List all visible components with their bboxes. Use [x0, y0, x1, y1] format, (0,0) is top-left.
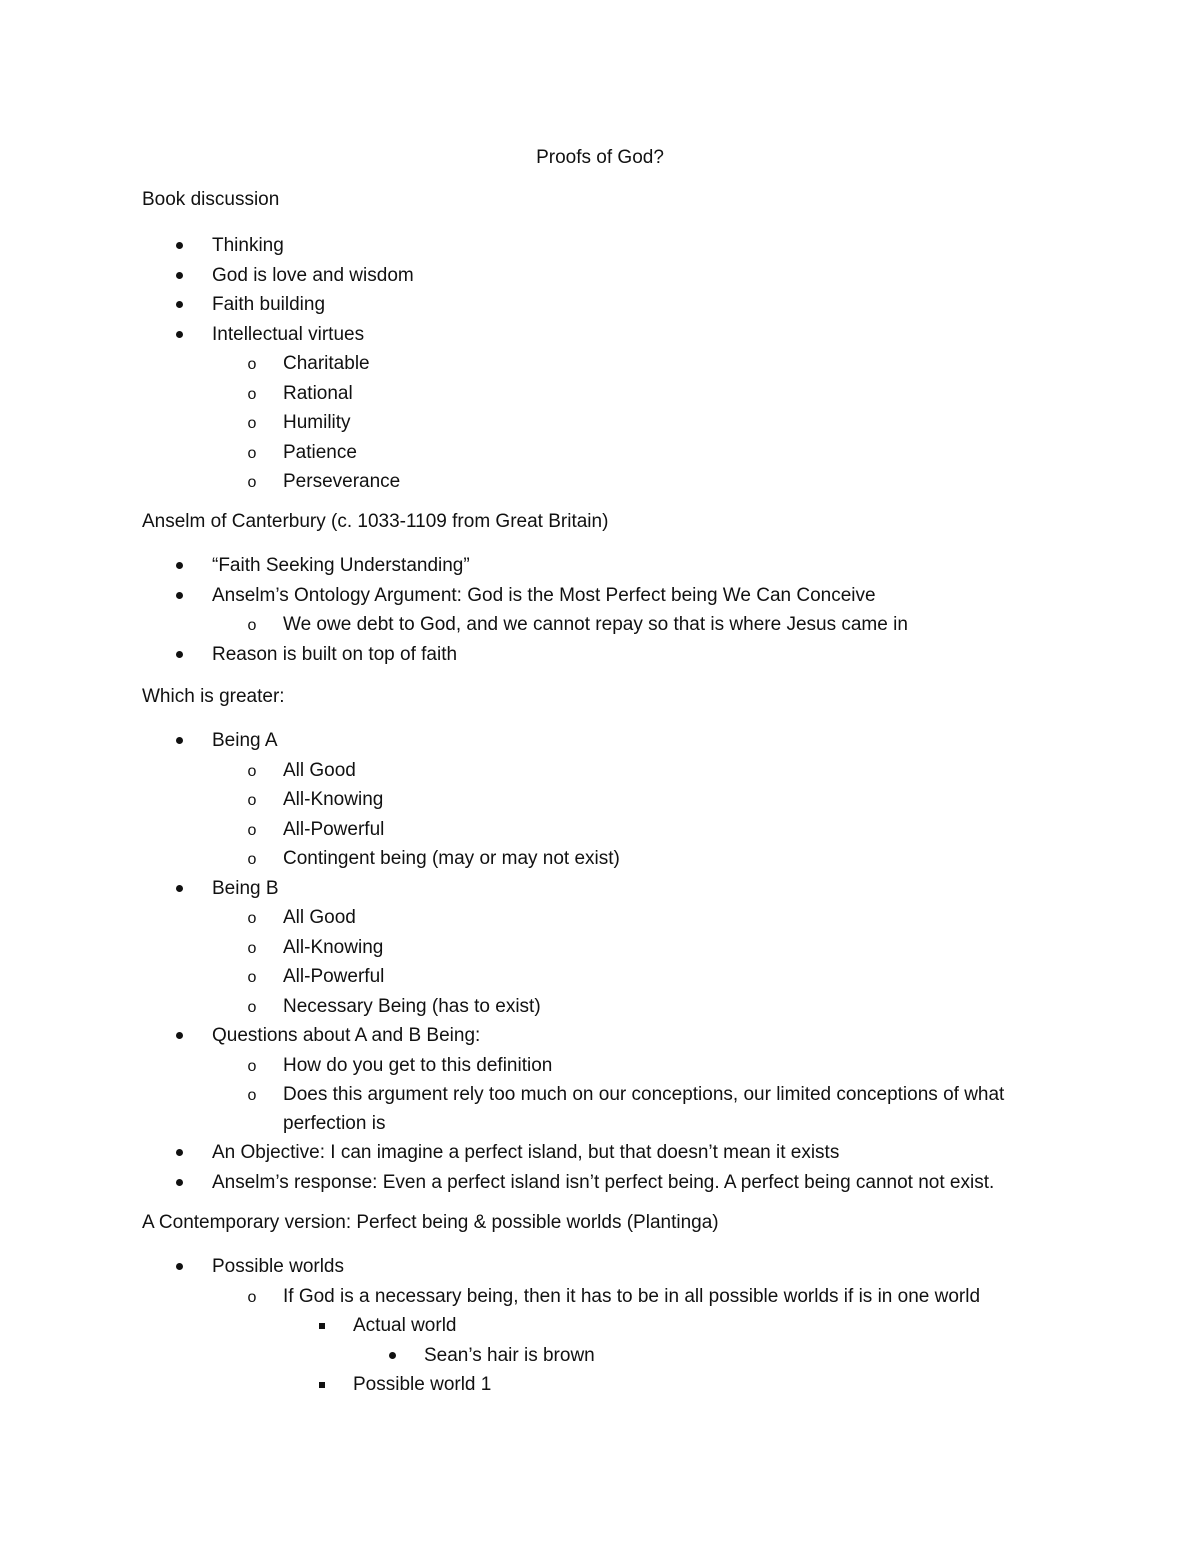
list-item: Being A: [212, 730, 278, 751]
section-which-is-greater: [142, 685, 1102, 1197]
circle-bullet-icon: o: [247, 969, 257, 986]
list-item: o Perseverance: [142, 467, 1102, 497]
circle-bullet-icon: o: [247, 356, 257, 373]
list-item: Anselm’s Ontology Argument: God is the Most Perfect being We Can Conceive: [212, 584, 876, 606]
list-item: Anselm’s response: Even a perfect island isn’t perfect being. A perfect being cannot not exist.: [212, 1171, 995, 1193]
list-item: Intellectual virtues: [212, 323, 365, 345]
circle-bullet-icon: o: [247, 444, 257, 462]
bullet-list: [142, 726, 1102, 1197]
circle-bullet-icon: o: [247, 1087, 257, 1104]
circle-bullet-icon: o: [247, 851, 257, 868]
list-item: Being B: [212, 877, 279, 899]
circle-bullet-icon: o: [247, 474, 257, 491]
circle-bullet-icon: o: [247, 385, 257, 403]
section-heading: A Contemporary version: Perfect being & possible worlds (Plantinga): [142, 1212, 719, 1233]
list-item: Reason is built on top of faith: [212, 643, 458, 665]
list-item: Thinking: [212, 235, 284, 256]
circle-bullet-icon: o: [247, 617, 257, 634]
bullet-list: [142, 231, 1102, 497]
list-item: o Necessary Being (has to exist): [142, 992, 1102, 1022]
circle-bullet-icon: o: [247, 939, 257, 957]
list-item: o All Good: [142, 903, 1102, 933]
list-item: God is love and wisdom: [212, 264, 414, 286]
circle-bullet-icon: o: [247, 1288, 257, 1306]
list-item: o Contingent being (may or may not exist): [142, 844, 1102, 874]
list-item: o Rational: [142, 379, 1102, 409]
section-heading: Book discussion: [142, 189, 280, 210]
list-item: o Humility: [142, 408, 1102, 438]
list-item: Sean’s hair is brown: [424, 1344, 595, 1366]
list-item: o Does this argument rely too much on our conceptions, our limited conceptions of what perfection is: [142, 1080, 1102, 1138]
circle-bullet-icon: o: [247, 415, 257, 432]
list-item: “Faith Seeking Understanding”: [212, 555, 470, 576]
list-item: o We owe debt to God, and we cannot repay so that is where Jesus came in: [142, 610, 1102, 640]
circle-bullet-icon: o: [247, 1057, 257, 1075]
section-anselm: [142, 510, 1102, 669]
bullet-list: [142, 1252, 1102, 1400]
list-item: o All-Knowing: [142, 785, 1102, 815]
list-item: An Objective: I can imagine a perfect island, but that doesn’t mean it exists: [212, 1142, 840, 1163]
list-item: Actual world: [353, 1315, 457, 1336]
list-item: o How do you get to this definition: [142, 1051, 1102, 1081]
section-book-discussion: [142, 188, 1102, 497]
bullet-list: [142, 551, 1102, 669]
list-item: o All-Powerful: [142, 962, 1102, 992]
list-item: Possible worlds: [212, 1256, 344, 1277]
circle-bullet-icon: o: [247, 910, 257, 927]
circle-bullet-icon: o: [247, 821, 257, 839]
list-item: o Patience: [142, 438, 1102, 468]
section-heading: Anselm of Canterbury (c. 1033-1109 from Great Britain): [142, 511, 609, 532]
document-title: Proofs of God?: [536, 147, 664, 168]
list-item: Faith building: [212, 294, 326, 315]
circle-bullet-icon: o: [247, 762, 257, 780]
list-item: Possible world 1: [353, 1374, 492, 1395]
list-item: o All-Knowing: [142, 933, 1102, 963]
section-heading: Which is greater:: [142, 686, 285, 707]
list-item: o Charitable: [142, 349, 1102, 379]
circle-bullet-icon: o: [247, 998, 257, 1016]
circle-bullet-icon: o: [247, 792, 257, 809]
list-item: Questions about A and B Being:: [212, 1025, 481, 1046]
list-item: o All-Powerful: [142, 815, 1102, 845]
list-item: o If God is a necessary being, then it has to be in all possible worlds if is in one world: [142, 1282, 1102, 1312]
list-item: o All Good: [142, 756, 1102, 786]
section-contemporary-version: [142, 1211, 1102, 1400]
